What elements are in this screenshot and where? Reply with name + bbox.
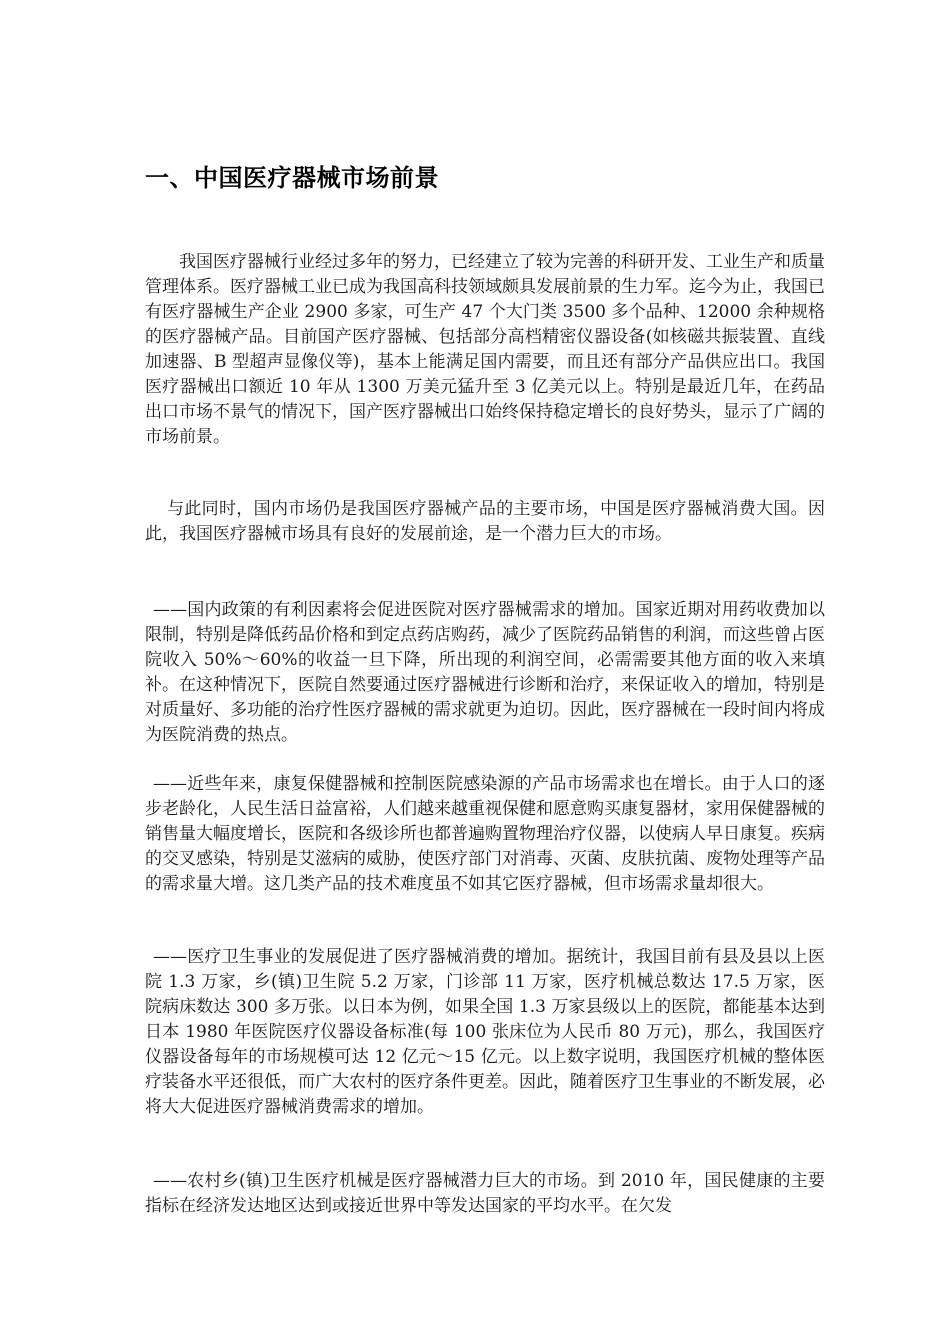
paragraph-rural-market: ——农村乡(镇)卫生医疗机械是医疗器械潜力巨大的市场。到 2010 年，国民健康的主要指标在经济发达地区达到或接近世界中等发达国家的平均水平。在欠发: [145, 1171, 825, 1216]
section-heading: 一、中国医疗器械市场前景: [145, 164, 439, 192]
paragraph-industry-overview: 我国医疗器械行业经过多年的努力，已经建立了较为完善的科研开发、工业生产和质量管理体系。医疗器械工业已成为我国高科技领域颇具发展前景的生力军。迄今为止，我国已有医疗器械生产企业 2900 多家，可生产 47 个大门类 3500 多个品种、12000 余种规格的医疗器械产品。目前国产医疗器械、包括部分高档精密仪器设备(如核磁共振装置、直线加速器、B 型超声显像仪等)，基本上能满足国内需要，而且还有部分产品供应出口。我国医疗器械出口额近 10 年从 1300 万美元猛升至 3 亿美元以上。特别是最近几年，在药品出口市场不景气的情况下，国产医疗器械出口始终保持稳定增长的良好势头，显示了广阔的市场前景。: [145, 252, 825, 447]
paragraph-rehab-infection-control: ——近些年来，康复保健器械和控制医院感染源的产品市场需求也在增长。由于人口的逐步老龄化，人民生活日益富裕，人们越来越重视保健和愿意购买康复器材，家用保健器械的销售量大幅度增长，医院和各级诊所也都普遍购置物理治疗仪器，以使病人早日康复。疾病的交叉感染，特别是艾滋病的威胁，使医疗部门对消毒、灭菌、皮肤抗菌、废物处理等产品的需求量大增。这几类产品的技术难度虽不如其它医疗器械，但市场需求量却很大。: [145, 774, 825, 894]
paragraph-healthcare-development: ——医疗卫生事业的发展促进了医疗器械消费的增加。据统计，我国目前有县及县以上医院 1.3 万家，乡(镇)卫生院 5.2 万家，门诊部 11 万家，医疗机械总数达 17.5 万家，医院病床数达 300 多万张。以日本为例，如果全国 1.3 万家县级以上的医院，都能基本达到日本 1980 年医院医疗仪器设备标准(每 100 张床位为人民币 80 万元)，那么，我国医疗仪器设备每年的市场规模可达 12 亿元～15 亿元。以上数字说明，我国医疗机械的整体医疗装备水平还很低，而广大农村的医疗条件更差。因此，随着医疗卫生事业的不断发展，必将大大促进医疗器械消费需求的增加。: [145, 947, 825, 1117]
paragraph-policy-factors: ——国内政策的有利因素将会促进医院对医疗器械需求的增加。国家近期对用药收费加以限制，特别是降低药品价格和到定点药店购药，减少了医院药品销售的利润，而这些曾占医院收入 50%～60%的收益一旦下降，所出现的利润空间，必需需要其他方面的收入来填补。在这种情况下，医院自然要通过医疗器械进行诊断和治疗，来保证收入的增加，特别是对质量好、多功能的治疗性医疗器械的需求就更为迫切。因此，医疗器械在一段时间内将成为医院消费的热点。: [145, 600, 825, 745]
paragraph-domestic-market: 与此同时，国内市场仍是我国医疗器械产品的主要市场，中国是医疗器械消费大国。因此，我国医疗器械市场具有良好的发展前途，是一个潜力巨大的市场。: [145, 499, 825, 544]
